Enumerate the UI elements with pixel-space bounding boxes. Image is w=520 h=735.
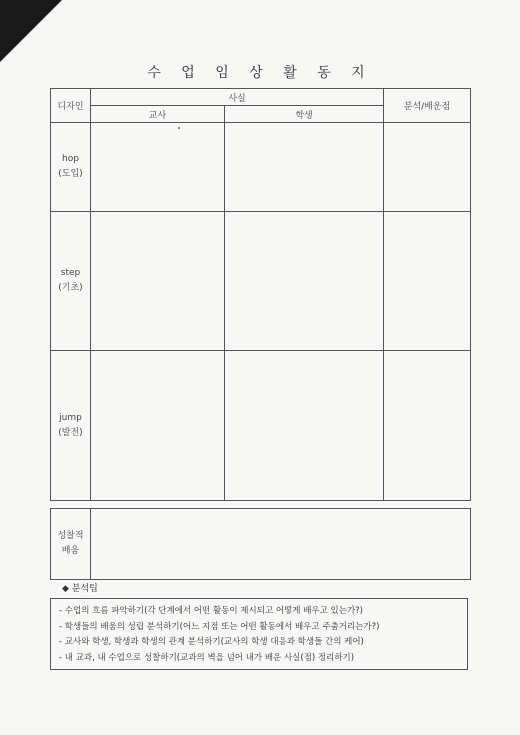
tip-item: - 내 교과, 내 수업으로 성찰하기(교과의 벽을 넘어 내가 배운 사실(점) 정리하기) bbox=[59, 652, 355, 663]
cell-teacher-jump[interactable] bbox=[91, 351, 225, 501]
cell-analysis-jump[interactable] bbox=[384, 351, 471, 501]
row-label-subtext: (기초) bbox=[58, 283, 83, 293]
reflection-cell[interactable] bbox=[91, 509, 471, 580]
row-label-jump bbox=[51, 351, 91, 501]
row-label-step bbox=[51, 212, 91, 351]
tip-item: - 학생들의 배움의 성립 분석하기(어느 지점 또는 어떤 활동에서 배우고 주춤거리는가?) bbox=[59, 621, 380, 632]
scan-speck bbox=[178, 127, 180, 129]
reflection-label-line2: 배움 bbox=[61, 546, 80, 556]
cell-teacher-hop[interactable] bbox=[91, 123, 225, 212]
page-corner-mark bbox=[0, 0, 62, 62]
row-label-text: hop bbox=[62, 154, 79, 164]
row-label-hop bbox=[51, 123, 91, 212]
cell-analysis-step[interactable] bbox=[384, 212, 471, 351]
reflection-label-line1: 성찰적 bbox=[57, 531, 84, 541]
cell-teacher-step[interactable] bbox=[91, 212, 225, 351]
tip-item: - 수업의 흐름 파악하기(각 단계에서 어떤 활동이 제시되고 어떻게 배우고 있는가?) bbox=[59, 606, 363, 616]
reflection-label bbox=[51, 509, 91, 580]
reflection-table bbox=[50, 508, 471, 580]
cell-analysis-hop[interactable] bbox=[384, 123, 471, 212]
tips-title: ◆ 분석팁 bbox=[62, 584, 98, 594]
tips-box bbox=[50, 598, 468, 670]
cell-student-jump[interactable] bbox=[225, 351, 384, 501]
cell-student-hop[interactable] bbox=[225, 123, 384, 212]
design-header: 디자인 bbox=[51, 89, 91, 123]
student-header: 학생 bbox=[225, 106, 384, 123]
tip-item: - 교사와 학생, 학생과 학생의 관계 분석하기(교사의 학생 대응과 학생들 간의 케어) bbox=[59, 637, 364, 647]
activity-table bbox=[50, 88, 471, 501]
row-label-text: jump bbox=[59, 412, 82, 423]
page-title: 수 업 임 상 활 동 지 bbox=[147, 65, 373, 81]
row-label-subtext: (발전) bbox=[58, 427, 83, 438]
analysis-header: 분석/배운점 bbox=[384, 89, 471, 123]
teacher-header: 교사 bbox=[91, 106, 225, 123]
row-label-subtext: (도입) bbox=[58, 169, 83, 179]
cell-student-step[interactable] bbox=[225, 212, 384, 351]
row-label-text: step bbox=[60, 268, 81, 278]
facts-header: 사실 bbox=[91, 89, 384, 106]
